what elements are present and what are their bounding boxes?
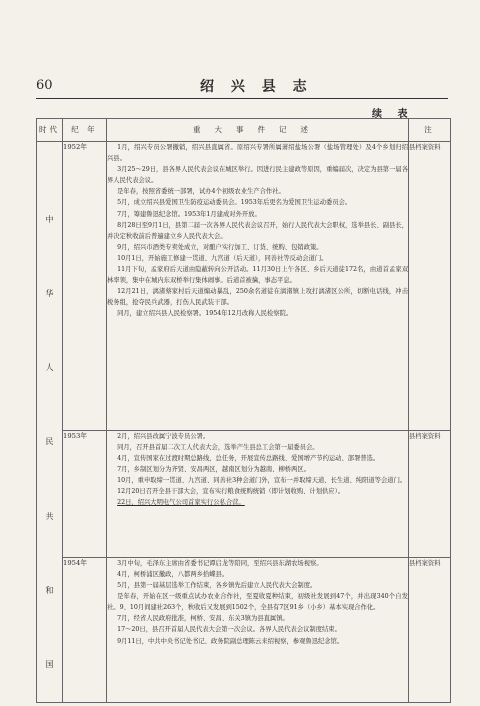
event-entry: 4月，柯桥浦区撤政，八都两乡拾蝶县。: [117, 570, 229, 578]
era-char: 人: [45, 363, 54, 373]
events-cell: [107, 557, 409, 702]
event-entry: 10月1日，开始施工修建一贯道、九宫道（后天道），同善社等反动会道门。: [117, 254, 328, 262]
book-title: 绍 兴 县 志: [200, 79, 313, 95]
header-note: 注: [409, 119, 451, 142]
chronology-table: [36, 118, 451, 703]
era-text: [37, 142, 62, 702]
era-char: 国: [45, 660, 54, 670]
events-cell: [107, 430, 409, 557]
event-entry: 7月，筹建鲁迅纪念馆。1953年1月建成对外开放。: [117, 210, 261, 218]
event-entry: 是年春，按照省委统一部署，试办4个初级农业生产合作社。: [117, 188, 285, 196]
era-char: 和: [45, 586, 54, 595]
table-row-1952: [37, 142, 451, 431]
era-char: 民: [45, 437, 54, 447]
event-entry: 同月，建立绍兴县人民检察署。1954年12月改称人民检察院。: [117, 310, 293, 318]
event-entry: 7月，经省人民政府批准，柯桥、安昌、东关3镇为县直属镇。: [117, 615, 289, 623]
era-char: 华: [45, 288, 54, 298]
event-entry: 9月，绍兴市酒类专卖处成立，对酿户实行加工、订货、统购、包销政策。: [117, 243, 323, 251]
event-entry: 3月25～29日，县各界人民代表会议在城区举行。因进行民主建政等原因，重编届次，决定为县第一届各界人民代表会议。: [107, 166, 408, 185]
event-entry: 12月21日，漓渚蔡家村后天道煽动暴乱，250余名道徒在漓渚镇上攻打漓渚区公所，切断电话线，冲击税务组，抢夺民兵武器，打伤人民武装干部。: [107, 288, 408, 307]
year-cell: 1952年: [63, 142, 107, 431]
note-cell: 县档案资料: [409, 557, 451, 702]
event-entry: 11月下旬，孟家府后天道由隐蔽转向公开活动。11月30日上午各区、乡后天道徒172名，由道首孟家双林率领，集中在城内东双桥举行集体闹事。后道首被擒，事态平息。: [107, 266, 408, 285]
note-cell: 县档案资料: [409, 430, 451, 557]
note-cell: 县档案资料: [409, 142, 451, 431]
event-entry: 22日，绍兴大明电气公司首家实行公私合营。: [117, 499, 245, 507]
event-entry: 10月，重申取缔一贯道、九宫道、同善社3种会道门外，宣布一并取缔天道、长生道、纯阳道等会道门。: [117, 477, 407, 485]
event-entry: 4月，宣传国家在过渡时期总路线，总任务，开展宣传总路线、爱国增产节约运动、部署普选。: [117, 454, 380, 462]
year-cell: 1953年: [63, 430, 107, 557]
table-header-row: [37, 119, 451, 142]
era-char: 共: [45, 511, 54, 521]
event-entry: 9月11日，中共中央书记处书记、政务院副总理陈云来绍视察，参观鲁迅纪念馆。: [117, 637, 344, 645]
page-number: 60: [36, 78, 53, 93]
event-entry: 17～20日，县召开首届人民代表大会第一次会议。各界人民代表会议制度结束。: [117, 626, 341, 634]
year-cell: 1954年: [63, 557, 107, 702]
event-entry: 1月，绍兴专员公署撤销，绍兴县直属省。原绍兴专署所属萧绍盐场公署（盐场管理处）及4个乡划归绍兴县。: [107, 144, 408, 163]
continued-label: 续 表: [372, 109, 414, 120]
events-cell: [107, 142, 409, 431]
event-entry: 2月，绍兴县改属宁波专员公署。: [117, 432, 210, 440]
table-row-1954: [37, 557, 451, 702]
header-era: 时代: [37, 119, 63, 142]
event-entry: 是年春，开始在区一级重点试办农业合作社，至夏收夏种结束，初级社发展到47个，并出现340个自发社。9、10月间建社263个，秋收后又发展到1502个，全县有7区91乡（小乡）基本实现合作化。: [107, 593, 408, 612]
header-events: 重大事件记述: [107, 119, 409, 142]
event-entry: 同月，召开县首届二次工人代表大会，选举产生县总工会第一届委员会。: [117, 443, 319, 451]
event-entry: 5月，成立绍兴县爱国卫生防疫运动委员会。1953年后更名为爱国卫生运动委员会。: [117, 199, 352, 207]
event-entry: 3月中旬，毛泽东主席由省委书记谭启龙等陪同，至绍兴县东湖农场视察。: [117, 559, 323, 567]
table-row-1953: [37, 430, 451, 557]
header-year: 纪 年: [63, 119, 107, 142]
event-entry: 8月28日至9月1日，县第二届一次各界人民代表会议召开，始行人民代表大会职权，选举县长、副县长，并决定秋收前后普遍建立乡人民代表大会。: [107, 221, 408, 240]
era-char: 中: [45, 214, 54, 224]
event-entry: 7月，乡制区划分为齐贤、安昌两区，越南区划分为越南、柳桥两区。: [117, 465, 310, 473]
event-entry: 12月20日召开全县干部大会，宣布实行粮食统购统销（即计划收购、计划供应）。: [117, 488, 345, 496]
event-entry: 5月，县第一届基层选举工作结束，各乡镇先后建立人民代表大会制度。: [117, 582, 317, 590]
era-cell: [37, 142, 63, 703]
header-rule: [36, 98, 448, 99]
